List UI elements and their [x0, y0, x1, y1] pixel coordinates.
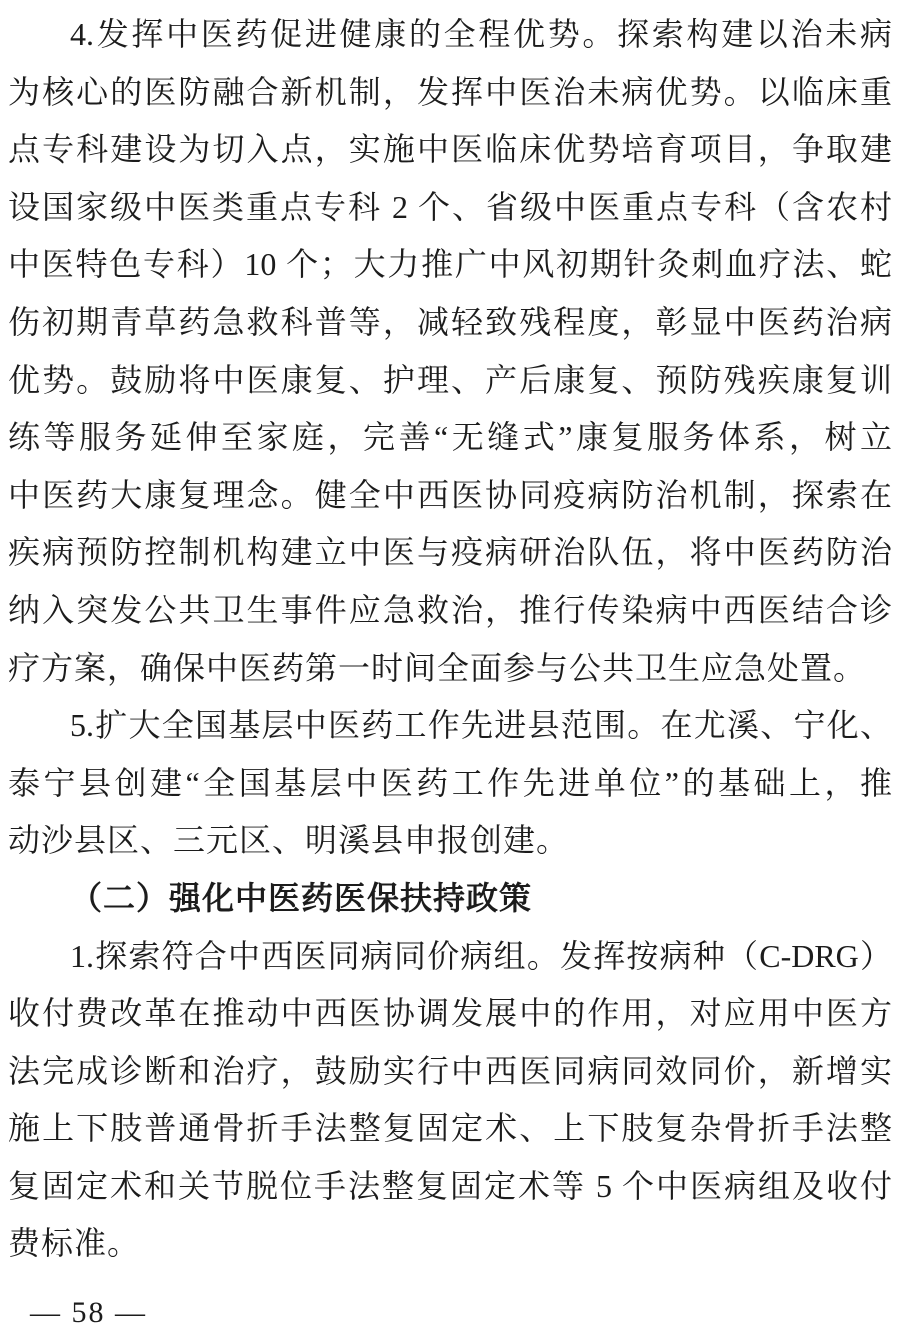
text-line: 4.发挥中医药促进健康的全程优势。探索构建以治未病 [70, 16, 892, 52]
text-line: 施上下肢普通骨折手法整复固定术、上下肢复杂骨折手法整 [8, 1110, 892, 1147]
section-heading: （二）强化中医药医保扶持政策 [70, 879, 533, 916]
text-line: 中医特色专科）10 个；大力推广中风初期针灸刺血疗法、蛇 [8, 246, 892, 283]
text-line: 中医药大康复理念。健全中西医协同疫病防治机制，探索在 [8, 476, 892, 513]
text-line: 点专科建设为切入点，实施中医临床优势培育项目，争取建 [8, 131, 892, 168]
text-line: 疗方案，确保中医药第一时间全面参与公共卫生应急处置。 [8, 649, 867, 686]
text-line: 练等服务延伸至家庭，完善“无缝式”康复服务体系，树立 [8, 419, 892, 456]
text-line: 1.探索符合中西医同病同价病组。发挥按病种（C-DRG） [70, 937, 892, 974]
text-line: 复固定术和关节脱位手法整复固定术等 5 个中医病组及收付 [8, 1167, 892, 1204]
text-line: 费标准。 [8, 1225, 141, 1262]
text-line: 设国家级中医类重点专科 2 个、省级中医重点专科（含农村 [8, 188, 892, 225]
text-line: 5.扩大全国基层中医药工作先进县范围。在尤溪、宁化、 [70, 707, 892, 744]
text-line: 动沙县区、三元区、明溪县申报创建。 [8, 822, 570, 859]
text-line: 泰宁县创建“全国基层中医药工作先进单位”的基础上，推 [8, 764, 892, 801]
text-line: 优势。鼓励将中医康复、护理、产后康复、预防残疾康复训 [8, 361, 892, 398]
page-number: — 58 — [30, 1296, 147, 1329]
text-line: 疾病预防控制机构建立中医与疫病研治队伍，将中医药防治 [8, 534, 892, 571]
text-line: 法完成诊断和治疗，鼓励实行中西医同病同效同价，新增实 [8, 1052, 892, 1089]
text-line: 收付费改革在推动中西医协调发展中的作用，对应用中医方 [8, 995, 892, 1032]
text-line: 纳入突发公共卫生事件应急救治，推行传染病中西医结合诊 [8, 591, 892, 628]
text-line: 为核心的医防融合新机制，发挥中医治未病优势。以临床重 [8, 73, 892, 110]
text-line: 伤初期青草药急救科普等，减轻致残程度，彰显中医药治病 [8, 303, 892, 340]
